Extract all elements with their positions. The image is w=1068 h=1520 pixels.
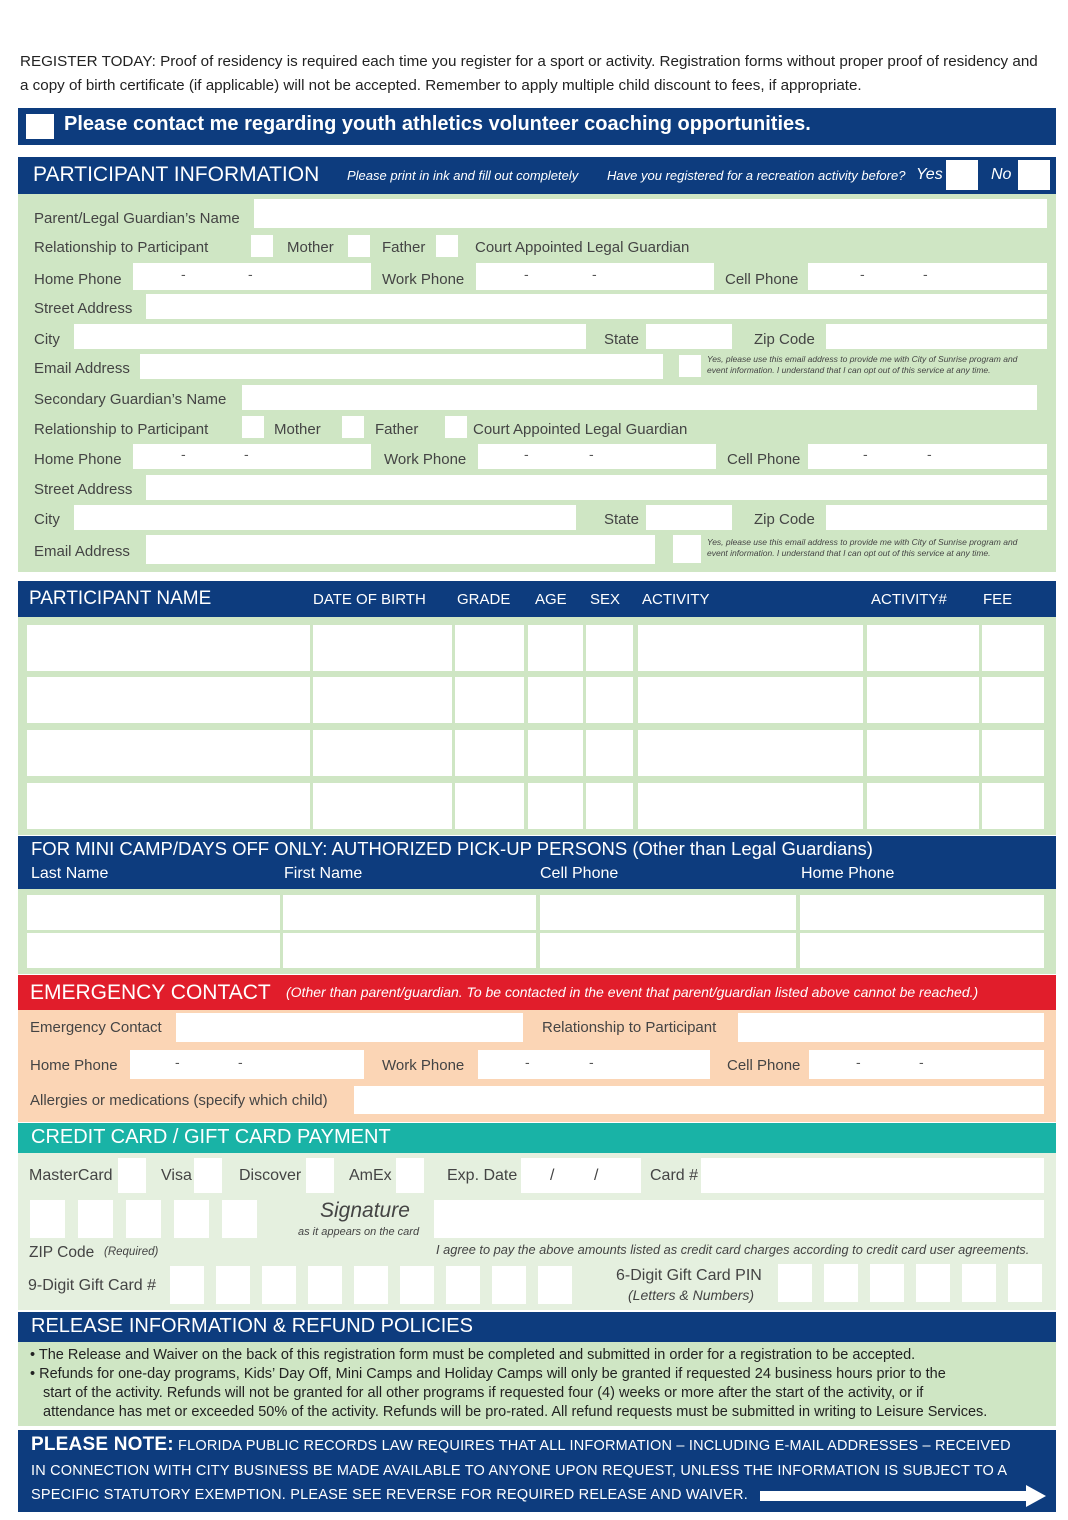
pickup-cell[interactable]: [283, 895, 536, 930]
zip-digit-box[interactable]: [30, 1200, 65, 1238]
zip-digit-box[interactable]: [222, 1200, 257, 1238]
participant-table-cell[interactable]: [867, 625, 979, 671]
emergency-title: EMERGENCY CONTACT: [30, 981, 271, 1004]
dash: -: [181, 266, 186, 282]
participant-table-cell[interactable]: [455, 730, 524, 776]
please-note-label: PLEASE NOTE:: [31, 1434, 174, 1455]
participant-table-cell[interactable]: [27, 783, 310, 829]
pickup-body: [18, 889, 1056, 974]
father-checkbox[interactable]: [348, 235, 370, 257]
emergency-relationship-label: Relationship to Participant: [542, 1019, 717, 1036]
participant-table-cell[interactable]: [27, 625, 310, 671]
father-label: Father: [382, 239, 426, 256]
zip-code-label: ZIP Code: [29, 1244, 95, 1261]
participant-table-cell[interactable]: [313, 730, 452, 776]
volunteer-label: Please contact me regarding youth athletics volunteer coaching opportunities.: [64, 113, 811, 135]
zip-field[interactable]: [826, 505, 1047, 530]
gift-pin-digit-box[interactable]: [962, 1264, 996, 1302]
zip-digit-box[interactable]: [126, 1200, 161, 1238]
allergies-label: Allergies or medications (specify which child): [30, 1092, 328, 1109]
emergency-work-phone-field[interactable]: [478, 1050, 710, 1079]
work-phone-label: Work Phone: [382, 1057, 465, 1074]
state-label: State: [604, 511, 640, 528]
zip-digit-box[interactable]: [78, 1200, 113, 1238]
refund-bullet: • Refunds for one-day programs, Kids’ Day Off, Mini Camps and Holiday Camps will only be granted if requested 24 business hours prior to the: [30, 1366, 946, 1382]
pickup-cell[interactable]: [540, 933, 796, 968]
email-consent-checkbox[interactable]: [673, 535, 701, 563]
dash: -: [175, 1054, 180, 1070]
cell-phone-label: Cell Phone: [727, 1057, 801, 1074]
participant-table-cell[interactable]: [586, 730, 633, 776]
court-guardian-checkbox[interactable]: [436, 235, 458, 257]
arrow-right-icon: [760, 1485, 1048, 1507]
zip-label: Zip Code: [754, 331, 815, 348]
zip-digit-box[interactable]: [174, 1200, 209, 1238]
participant-table-cell[interactable]: [982, 730, 1044, 776]
exp-date-label: Exp. Date: [447, 1167, 518, 1184]
home-phone-label: Home Phone: [34, 451, 122, 468]
email-field[interactable]: [140, 354, 663, 379]
email-field[interactable]: [146, 535, 655, 564]
street-label: Street Address: [34, 300, 133, 317]
cell-phone-label: Cell Phone: [725, 271, 799, 288]
court-guardian-checkbox[interactable]: [445, 416, 467, 438]
zip-required-label: (Required): [104, 1246, 159, 1258]
signature-field[interactable]: [434, 1200, 1044, 1238]
zip-label: Zip Code: [754, 511, 815, 528]
dash: -: [589, 446, 594, 462]
participant-info-header: [18, 157, 1056, 194]
emergency-header: [18, 975, 1056, 1010]
release-header: [18, 1312, 1056, 1342]
no-label: No: [991, 166, 1012, 183]
please-note-text: FLORIDA PUBLIC RECORDS LAW REQUIRES THAT ALL INFORMATION – INCLUDING E-MAIL ADDRESSES – RECEIVED: [178, 1438, 1011, 1454]
visa-checkbox[interactable]: [194, 1158, 222, 1193]
dash: -: [181, 446, 186, 462]
emergency-home-phone-field[interactable]: [130, 1050, 364, 1079]
discover-label: Discover: [239, 1167, 302, 1184]
signature-sub: as it appears on the card: [298, 1226, 420, 1238]
dash: -: [856, 1054, 861, 1070]
emergency-contact-field[interactable]: [176, 1013, 523, 1042]
participant-table-cell[interactable]: [528, 783, 583, 829]
card-number-label: Card #: [650, 1167, 699, 1184]
participant-table-cell[interactable]: [586, 783, 633, 829]
participant-info-body: [18, 194, 1056, 572]
allergies-field[interactable]: [354, 1086, 1044, 1114]
participant-table-cell[interactable]: [982, 625, 1044, 671]
participant-table-cell[interactable]: [867, 783, 979, 829]
participant-table-cell[interactable]: [27, 677, 310, 723]
discover-checkbox[interactable]: [306, 1158, 334, 1193]
emergency-body: [18, 1010, 1056, 1122]
emergency-subtitle: (Other than parent/guardian. To be contacted in the event that parent/guardian listed above cannot be reached.): [286, 984, 979, 1000]
release-bullet: • The Release and Waiver on the back of this registration form must be completed and submitted in order for a registration to be accepted.: [30, 1347, 916, 1363]
street-field[interactable]: [146, 294, 1047, 319]
participant-table-cell[interactable]: [867, 730, 979, 776]
home-phone-label: Home Phone: [30, 1057, 118, 1074]
email-label: Email Address: [34, 543, 130, 560]
gift-card-digit-box[interactable]: [446, 1266, 480, 1304]
gift-card-digit-box[interactable]: [492, 1266, 526, 1304]
email-consent-text: Yes, please use this email address to provide me with City of Sunrise program and event information. I understand that I can opt out of this service at any time.: [707, 354, 1018, 375]
pickup-header: [18, 836, 1056, 889]
dash: -: [592, 266, 597, 282]
pickup-cell[interactable]: [27, 933, 280, 968]
father-checkbox[interactable]: [342, 416, 364, 438]
volunteer-checkbox[interactable]: [26, 114, 54, 139]
intro-text: REGISTER TODAY: Proof of residency is required each time you register for a sport or activity. Registration forms without proper proof of residency and a copy of birth certificate (if applicable) will not be accepted. Remember to apply multiple child discount to fees, if appropriate.: [20, 53, 1038, 94]
home-phone-label: Home Phone: [34, 271, 122, 288]
payment-header: [18, 1123, 1056, 1153]
col-activity-number: ACTIVITY#: [871, 591, 947, 608]
guardian-name-label: Parent/Legal Guardian’s Name: [34, 210, 240, 227]
participant-table-cell[interactable]: [867, 677, 979, 723]
participant-table-cell[interactable]: [455, 625, 524, 671]
relationship-label: Relationship to Participant: [34, 421, 209, 438]
payment-title: CREDIT CARD / GIFT CARD PAYMENT: [31, 1126, 391, 1148]
relationship-label: Relationship to Participant: [34, 239, 209, 256]
dash: -: [244, 446, 249, 462]
release-body: [18, 1342, 1056, 1426]
city-label: City: [34, 331, 60, 348]
city-field[interactable]: [74, 324, 586, 349]
secondary-guardian-label: Secondary Guardian’s Name: [34, 391, 227, 408]
emergency-relationship-field[interactable]: [738, 1013, 1044, 1042]
state-field[interactable]: [646, 505, 732, 530]
city-field[interactable]: [74, 505, 576, 530]
mastercard-checkbox[interactable]: [118, 1158, 146, 1193]
email-consent-text: Yes, please use this email address to provide me with City of Sunrise program and event information. I understand that I can opt out of this service at any time.: [707, 537, 1018, 558]
release-title: RELEASE INFORMATION & REFUND POLICIES: [31, 1315, 473, 1337]
participant-table-cell[interactable]: [455, 677, 524, 723]
col-grade: GRADE: [457, 591, 511, 608]
court-guardian-label: Court Appointed Legal Guardian: [475, 239, 690, 256]
gift-pin-digit-box[interactable]: [916, 1264, 950, 1302]
please-note-line-3: SPECIFIC STATUTORY EXEMPTION. PLEASE SEE REVERSE FOR REQUIRED RELEASE AND WAIVER.: [31, 1487, 748, 1503]
email-consent-checkbox[interactable]: [679, 355, 701, 377]
dash: -: [248, 266, 253, 282]
registered-yes-checkbox[interactable]: [946, 160, 978, 190]
please-note-line-2: IN CONNECTION WITH CITY BUSINESS BE MADE AVAILABLE TO ANYONE UPON REQUEST, UNLESS THE INFORMATION IS SUBJECT TO A: [31, 1463, 1008, 1479]
participant-table-cell[interactable]: [638, 677, 863, 723]
dash: -: [524, 266, 529, 282]
participant-table-body: [18, 617, 1056, 835]
dash: -: [860, 266, 865, 282]
signature-label: Signature: [320, 1199, 410, 1222]
court-guardian-label: Court Appointed Legal Guardian: [473, 421, 688, 438]
street-label: Street Address: [34, 481, 133, 498]
yes-label: Yes: [916, 166, 943, 183]
exp-slash: /: [594, 1167, 599, 1184]
participant-table-cell[interactable]: [528, 625, 583, 671]
participant-table-header: [18, 581, 1056, 617]
volunteer-bar: [18, 108, 1056, 145]
agree-text: I agree to pay the above amounts listed as credit card charges according to credit card user agreements.: [436, 1242, 1030, 1257]
state-field[interactable]: [646, 324, 732, 349]
gift-card-digit-box[interactable]: [216, 1266, 250, 1304]
please-note-box: [18, 1430, 1056, 1512]
participant-table-cell[interactable]: [586, 625, 633, 671]
participant-table-cell[interactable]: [982, 783, 1044, 829]
dash: -: [927, 446, 932, 462]
registered-question: Have you registered for a recreation activity before?: [607, 168, 906, 183]
gift-pin-digit-box[interactable]: [824, 1264, 858, 1302]
payment-body: [18, 1153, 1056, 1310]
refund-bullet-line: start of the activity. Refunds will not be granted for all other programs if requested four (4) weeks or more after the start of the activity, or if: [43, 1385, 924, 1401]
col-date-of-birth: DATE OF BIRTH: [313, 591, 426, 608]
col-sex: SEX: [590, 591, 621, 608]
refund-bullet-line: attendance has met or exceeded 50% of the activity. Refunds will be pro-rated. All refund requests must be submitted in writing to Leisure Services.: [43, 1404, 988, 1420]
participant-table-cell[interactable]: [313, 625, 452, 671]
gift-pin-label: 6-Digit Gift Card PIN: [616, 1267, 762, 1284]
participant-table-cell[interactable]: [313, 783, 452, 829]
gift-card-digit-box[interactable]: [538, 1266, 572, 1304]
participant-info-subtitle: Please print in ink and fill out completely: [347, 168, 579, 183]
dash: -: [923, 266, 928, 282]
work-phone-field[interactable]: [478, 444, 716, 469]
dash: -: [919, 1054, 924, 1070]
mother-label: Mother: [274, 421, 321, 438]
pickup-title: FOR MINI CAMP/DAYS OFF ONLY: AUTHORIZED PICK-UP PERSONS (Other than Legal Guardians): [31, 838, 873, 859]
emergency-contact-label: Emergency Contact: [30, 1019, 162, 1036]
dash: -: [524, 446, 529, 462]
gift-pin-digit-box[interactable]: [778, 1264, 812, 1302]
city-label: City: [34, 511, 60, 528]
please-note-line-1: [31, 1433, 1011, 1458]
dash: -: [589, 1054, 594, 1070]
participant-table-cell[interactable]: [313, 677, 452, 723]
gift-card-digit-box[interactable]: [308, 1266, 342, 1304]
guardian-name-field[interactable]: [254, 199, 1047, 228]
gift-pin-digit-box[interactable]: [1008, 1264, 1042, 1302]
dash: -: [238, 1054, 243, 1070]
gift-card-digit-box[interactable]: [354, 1266, 388, 1304]
mother-label: Mother: [287, 239, 334, 256]
visa-label: Visa: [161, 1167, 192, 1184]
emergency-cell-phone-field[interactable]: [809, 1050, 1044, 1079]
gift-card-digit-box[interactable]: [170, 1266, 204, 1304]
home-phone-field[interactable]: [133, 444, 371, 469]
col-first-name: First Name: [284, 865, 363, 882]
col-participant-name: PARTICIPANT NAME: [29, 588, 212, 609]
pickup-cell[interactable]: [540, 895, 796, 930]
amex-checkbox[interactable]: [396, 1158, 424, 1193]
work-phone-label: Work Phone: [384, 451, 467, 468]
email-label: Email Address: [34, 360, 130, 377]
participant-table-cell[interactable]: [586, 677, 633, 723]
street-field[interactable]: [146, 475, 1047, 500]
zip-field[interactable]: [826, 324, 1047, 349]
pickup-cell[interactable]: [800, 933, 1044, 968]
col-age: AGE: [535, 591, 567, 608]
work-phone-label: Work Phone: [382, 271, 465, 288]
pickup-cell[interactable]: [27, 895, 280, 930]
secondary-guardian-field[interactable]: [242, 385, 1037, 410]
father-label: Father: [375, 421, 419, 438]
participant-info-title: PARTICIPANT INFORMATION: [33, 163, 320, 186]
gift-card-digit-box[interactable]: [400, 1266, 434, 1304]
participant-table-cell[interactable]: [528, 730, 583, 776]
participant-table-cell[interactable]: [528, 677, 583, 723]
pickup-cell[interactable]: [800, 895, 1044, 930]
col-last-name: Last Name: [31, 865, 109, 882]
card-number-field[interactable]: [701, 1158, 1044, 1193]
mastercard-label: MasterCard: [29, 1167, 113, 1184]
col-cell-phone: Cell Phone: [540, 865, 619, 882]
cell-phone-label: Cell Phone: [727, 451, 801, 468]
dash: -: [863, 446, 868, 462]
participant-table-cell[interactable]: [455, 783, 524, 829]
dash: -: [525, 1054, 530, 1070]
participant-table-cell[interactable]: [982, 677, 1044, 723]
gift-card-label: 9-Digit Gift Card #: [28, 1277, 157, 1294]
participant-table-cell[interactable]: [638, 783, 863, 829]
participant-table-cell[interactable]: [638, 625, 863, 671]
exp-slash: /: [550, 1167, 555, 1184]
mother-checkbox[interactable]: [251, 235, 273, 257]
exp-date-field[interactable]: [521, 1158, 641, 1193]
mother-checkbox[interactable]: [242, 416, 264, 438]
registered-no-checkbox[interactable]: [1018, 160, 1050, 190]
participant-table-cell[interactable]: [27, 730, 310, 776]
pickup-cell[interactable]: [283, 933, 536, 968]
col-activity: ACTIVITY: [642, 591, 710, 608]
gift-card-digit-box[interactable]: [262, 1266, 296, 1304]
amex-label: AmEx: [349, 1167, 392, 1184]
participant-table-cell[interactable]: [638, 730, 863, 776]
col-home-phone: Home Phone: [801, 865, 895, 882]
state-label: State: [604, 331, 640, 348]
col-fee: FEE: [983, 591, 1013, 608]
gift-pin-digit-box[interactable]: [870, 1264, 904, 1302]
gift-pin-sub: (Letters & Numbers): [628, 1287, 755, 1303]
